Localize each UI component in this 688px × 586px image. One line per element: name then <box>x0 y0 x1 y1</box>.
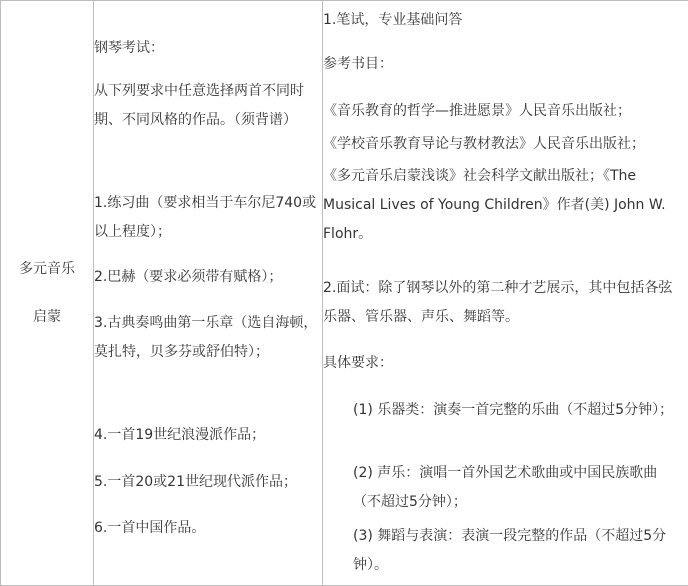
piano-exam-item-4: 4.一首19世纪浪漫派作品； <box>94 427 266 443</box>
table-row <box>1 1 688 586</box>
program-name-line-1: 多元音乐 <box>19 261 75 277</box>
piano-exam-intro: 从下列要求中任意选择两首不同时期、不同风格的作品。（须背谱） <box>94 83 304 128</box>
piano-exam-item-1: 1.练习曲（要求相当于车尔尼740或以上程度）； <box>94 195 317 240</box>
specific-requirements-title: 具体要求： <box>323 355 393 371</box>
reference-book-1: 《音乐教育的哲学—推进愿景》人民音乐出版社； <box>323 103 631 119</box>
piano-exam-title: 钢琴考试： <box>94 40 164 56</box>
reference-book-2: 《学校音乐教育导论与教材教法》人民音乐出版社； <box>323 136 645 152</box>
piano-exam-item-2: 2.巴赫（要求必须带有赋格）； <box>94 269 283 285</box>
requirement-1: (1) 乐器类：演奏一首完整的乐曲（不超过5分钟）； <box>353 402 674 418</box>
program-name-line-2: 启蒙 <box>33 309 61 325</box>
reference-books-title: 参考书目： <box>323 56 393 72</box>
requirement-2: (2) 声乐：演唱一首外国艺术歌曲或中国民族歌曲（不超过5分钟）； <box>353 465 658 510</box>
piano-exam-item-5: 5.一首20或21世纪现代派作品； <box>94 474 297 490</box>
requirement-3: (3) 舞蹈与表演：表演一段完整的作品（不超过5分钟）。 <box>353 528 667 573</box>
written-exam-title: 1.笔试，专业基础问答 <box>323 12 463 28</box>
piano-exam-cell <box>94 1 323 586</box>
program-name-cell <box>1 1 94 586</box>
piano-exam-item-3: 3.古典奏鸣曲第一乐章（选自海顿，莫扎特，贝多芬或舒伯特）； <box>94 315 318 360</box>
interview-section: 2.面试：除了钢琴以外的第二种才艺展示，其中包括各弦乐器、管乐器、声乐、舞蹈等。 <box>323 280 673 325</box>
reference-book-3: 《多元音乐启蒙浅谈》社会科学文献出版社；《The Musical Lives of Young Children》作者(美) John W. Flohr。 <box>323 168 666 242</box>
exam-details-cell <box>323 1 688 586</box>
piano-exam-item-6: 6.一首中国作品。 <box>94 520 206 536</box>
